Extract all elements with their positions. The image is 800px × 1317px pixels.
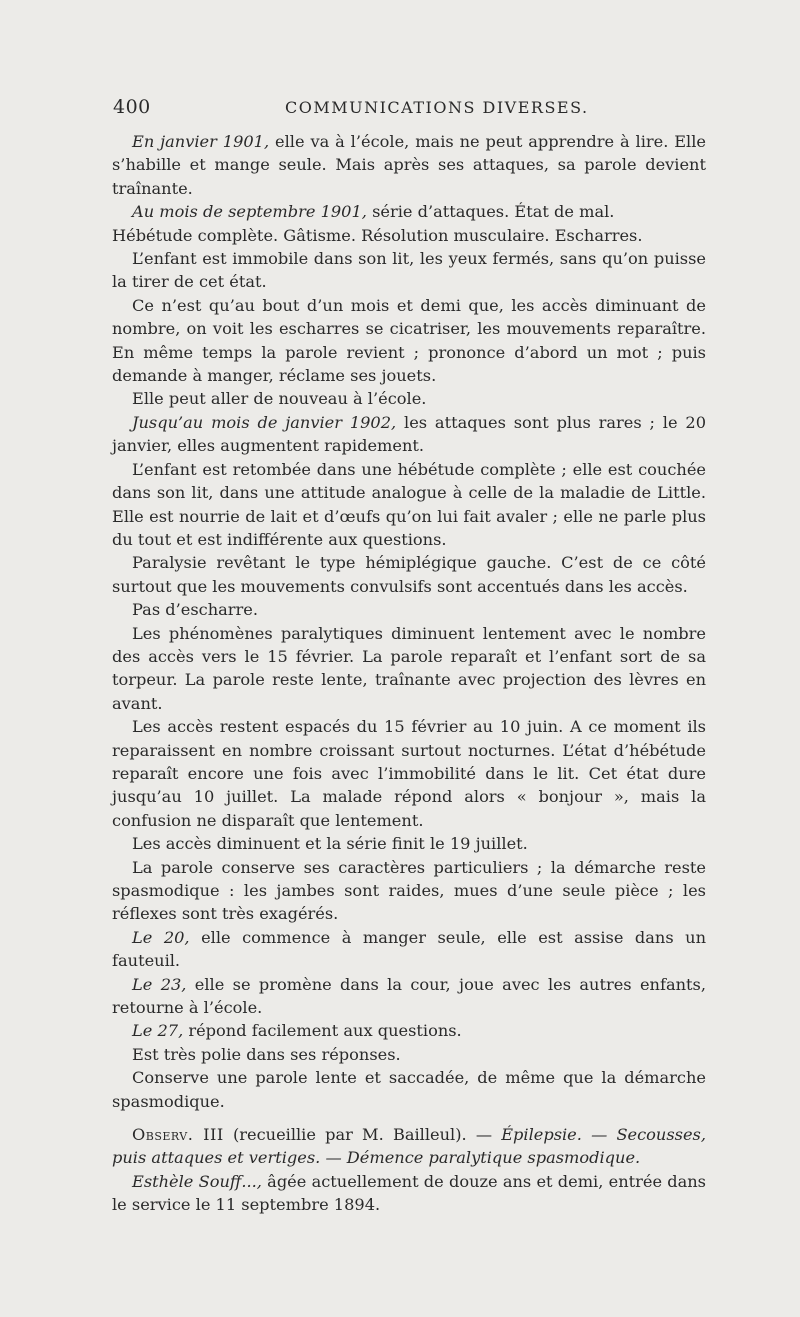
paragraph	[112, 973, 706, 1020]
paragraph: La parole conserve ses caractères particuliers ; la démarche reste spasmodique : les jambes sont raides, mues d’une seule pièce ; les réflexes sont très exagérés.	[112, 857, 706, 924]
paragraph-text: elle commence à manger seule, elle est assise dans un fauteuil.	[112, 927, 707, 971]
paragraph: L’enfant est immobile dans son lit, les yeux fermés, sans qu’on puisse la tirer de cet état.	[112, 249, 706, 292]
observation-patient	[112, 1170, 706, 1217]
body-text	[112, 130, 706, 1217]
paragraph: Les phénomènes paralytiques diminuent lentement avec le nombre des accès vers le 15 février. La parole reparaît et l’enfant sort de sa torpeur. La parole reste lente, traînante avec projection des lèvres en avant.	[112, 623, 706, 713]
paragraph	[112, 926, 706, 973]
paragraph	[112, 200, 706, 223]
paragraph: Les accès restent espacés du 15 février au 10 juin. A ce moment ils reparaissent en nombre croissant surtout nocturnes. L’état d’hébétude reparaît encore une fois avec l’immobilité dans le lit. Cet état dure jusqu’au 10 juillet. La malade répond alors « bonjour », mais la confusion ne disparaît que lentement.	[112, 717, 706, 830]
date-phrase: Au mois de septembre 1901,	[132, 202, 367, 222]
paragraph-text: les attaques sont plus rares ; le 20 janvier, elles augmentent rapidement.	[112, 412, 707, 456]
running-head: COMMUNICATIONS DIVERSES.	[285, 98, 589, 117]
paragraph: Ce n’est qu’au bout d’un mois et demi que, les accès diminuant de nombre, on voit les escharres se cicatriser, les mouvements reparaître. En même temps la parole revient ; prononce d’abord un mot ; puis demande à manger, réclame ses jouets.	[112, 295, 706, 386]
paragraph: Elle peut aller de nouveau à l’école.	[132, 389, 427, 409]
observation-heading	[112, 1123, 706, 1170]
paragraph: Conserve une parole lente et saccadée, de même que la démarche spasmodique.	[112, 1068, 706, 1111]
patient-name: Esthèle Souff...,	[132, 1171, 262, 1191]
paragraph: L’enfant est retombée dans une hébétude complète ; elle est couchée dans son lit, dans une attitude analogue à celle de la maladie de Little. Elle est nourrie de lait et d’œufs qu’on lui fait avaler ; elle ne parle plus du tout et est indifférente aux questions.	[112, 459, 706, 549]
observation-label: Observ. III	[132, 1125, 224, 1145]
observation-source: (recueillie par M. Bailleul). —	[223, 1125, 502, 1145]
page-number: 400	[113, 96, 151, 118]
observation-block	[112, 1123, 706, 1217]
paragraph-text: elle se promène dans la cour, joue avec les autres enfants, retourne à l’école.	[112, 974, 706, 1018]
date-phrase: Le 20,	[132, 927, 190, 947]
patient-text: âgée actuellement de douze ans et demi, entrée dans le service le 11 septembre 1894.	[112, 1171, 706, 1215]
paragraph: Hébétude complète. Gâtisme. Résolution musculaire. Escharres.	[112, 225, 643, 245]
date-phrase: En janvier 1901,	[132, 132, 270, 151]
paragraph: Les accès diminuent et la série finit le 19 juillet.	[132, 834, 528, 854]
paragraph	[112, 411, 706, 458]
paragraph: Pas d’escharre.	[132, 600, 259, 620]
paragraph-text: elle va à l’école, mais ne peut apprendre à lire. Elle s’habille et mange seule. Mais après ses attaques, sa parole devient traînante.	[112, 132, 706, 198]
paragraph	[112, 130, 706, 200]
observation-title: Épilepsie. — Secousses, puis attaques et vertiges. — Démence paralytique spasmodique.	[112, 1125, 707, 1168]
date-phrase: Jusqu’au mois de janvier 1902,	[132, 412, 397, 432]
paragraph: Paralysie revêtant le type hémiplégique gauche. C’est de ce côté surtout que les mouvements convulsifs sont accentués dans les accès.	[112, 553, 706, 596]
page-header	[113, 96, 703, 122]
paragraph-text: répond facilement aux questions.	[183, 1021, 462, 1041]
paragraph-text: série d’attaques. État de mal.	[366, 202, 615, 222]
paragraph: Est très polie dans ses réponses.	[132, 1044, 401, 1064]
date-phrase: Le 23,	[132, 974, 187, 994]
date-phrase: Le 27,	[132, 1021, 184, 1041]
paragraph	[112, 1019, 706, 1042]
